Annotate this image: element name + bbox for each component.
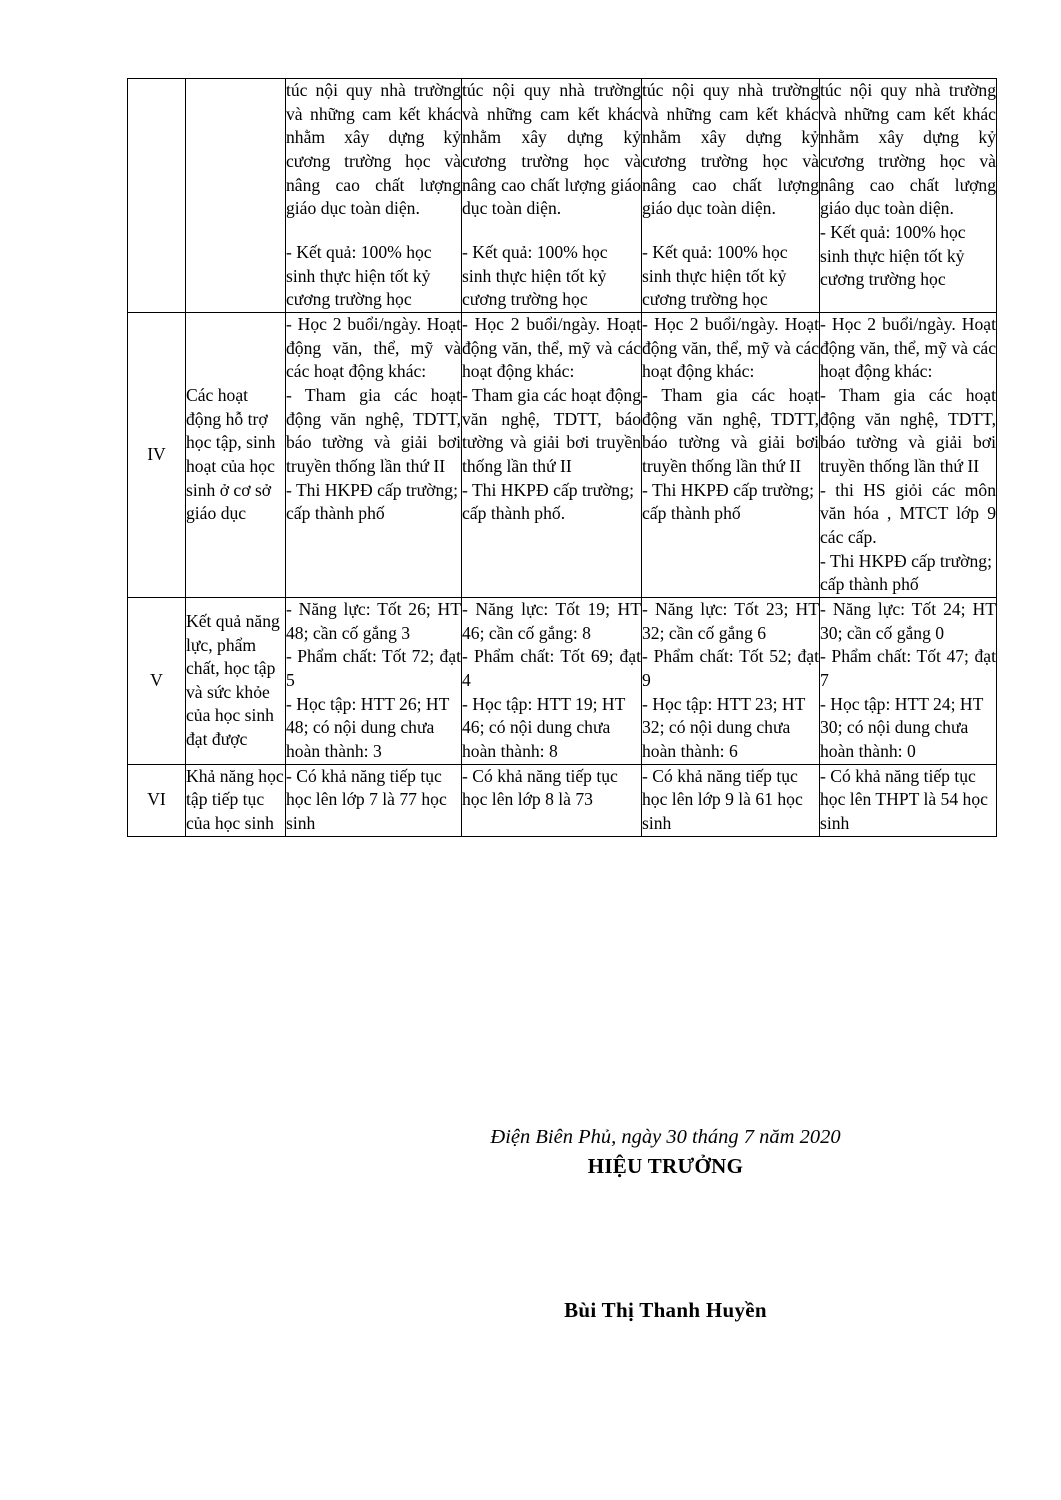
table-body — [128, 79, 997, 837]
cell-grade8 — [642, 313, 820, 598]
cell-paragraph: - Kết quả: 100% học sinh thực hiện tốt kỷ cương trường học — [642, 242, 788, 310]
cell-paragraph: - Học tập: HTT 26; HT 48; có nội dung chưa hoàn thành: 3 — [286, 693, 450, 761]
cell-paragraph: - Có khả năng tiếp tục học lên THPT là 54 học sinh — [820, 765, 988, 833]
signer-name-line — [0, 1298, 1061, 1323]
cell-paragraph: - Học tập: HTT 19; HT 46; có nội dung chưa hoàn thành: 8 — [462, 693, 626, 761]
cell-paragraph: - Tham gia các hoạt động văn nghệ, TDTT, báo tường và giải bơi truyền thống lần thứ II — [642, 385, 819, 477]
table-row — [128, 313, 997, 598]
cell-paragraph: - thi HS giỏi các môn văn hóa , MTCT lớp 9 các cấp. — [820, 479, 996, 548]
cell-grade9 — [820, 598, 997, 765]
cell-grade9 — [820, 79, 997, 313]
cell-paragraph: - Kết quả: 100% học sinh thực hiện tốt kỷ cương trường học — [462, 242, 608, 310]
signatory-role: HIỆU TRƯỞNG — [587, 1153, 744, 1178]
place-and-date: Điện Biên Phủ, ngày 30 tháng 7 năm 2020 — [490, 1126, 841, 1148]
row-criterion-label: Kết quả năng lực, phẩm chất, học tập và sức khỏe của học sinh đạt được — [186, 598, 286, 765]
signer-name: Bùi Thị Thanh Huyền — [564, 1298, 767, 1322]
cell-paragraph: - Năng lực: Tốt 24; HT 30; cần cố gắng 0 — [820, 599, 996, 643]
cell-paragraph: - Tham gia các hoạt động văn nghệ, TDTT, báo tường và giải bơi truyền thống lần thứ II — [462, 385, 641, 477]
row-roman-numeral — [128, 79, 186, 313]
cell-paragraph: - Thi HKPĐ cấp trường; cấp thành phố — [820, 550, 992, 595]
cell-grade7 — [462, 598, 642, 765]
cell-paragraph: - Năng lực: Tốt 19; HT 46; cần cố gắng: 8 — [462, 599, 641, 643]
cell-paragraph: - Phẩm chất: Tốt 47; đạt 7 — [820, 646, 996, 690]
cell-paragraph: - Kết quả: 100% học sinh thực hiện tốt kỷ cương trường học — [286, 242, 432, 310]
cell-paragraph: - Tham gia các hoạt động văn nghệ, TDTT, báo tường và giải bơi truyền thống lần thứ II — [286, 385, 461, 477]
cell-grade9 — [820, 313, 997, 598]
cell-paragraph: - Phẩm chất: Tốt 52; đạt 9 — [642, 646, 819, 690]
row-criterion-label — [186, 79, 286, 313]
cell-paragraph: túc nội quy nhà trường và những cam kết khác nhằm xây dựng kỷ cương trường học và nâng cao chất lượng giáo dục toàn diện. — [642, 80, 819, 219]
signature-inner — [490, 1125, 840, 1179]
cell-paragraph: túc nội quy nhà trường và những cam kết khác nhằm xây dựng kỷ cương trường học và nâng cao chất lượng giáo dục toàn diện. — [286, 80, 461, 219]
cell-grade7 — [462, 313, 642, 598]
cell-paragraph: - Học 2 buổi/ngày. Hoạt động văn, thể, mỹ và các hoạt động khác: — [642, 314, 819, 382]
cell-grade8 — [642, 79, 820, 313]
cell-paragraph: - Thi HKPĐ cấp trường; cấp thành phố. — [462, 479, 634, 524]
signature-block — [0, 1125, 1061, 1179]
cell-grade8 — [642, 598, 820, 765]
cell-paragraph: - Kết quả: 100% học sinh thực hiện tốt kỷ cương trường học — [820, 221, 966, 290]
cell-paragraph: - Năng lực: Tốt 26; HT 48; cần cố gắng 3 — [286, 599, 461, 643]
cell-grade6 — [286, 313, 462, 598]
cell-paragraph: - Có khả năng tiếp tục học lên lớp 8 là 73 — [462, 765, 618, 810]
cell-grade9 — [820, 764, 997, 836]
cell-paragraph: - Tham gia các hoạt động văn nghệ, TDTT, báo tường và giải bơi truyền thống lần thứ II — [820, 385, 996, 477]
cell-grade6 — [286, 598, 462, 765]
cell-paragraph: - Phẩm chất: Tốt 69; đạt 4 — [462, 646, 641, 690]
cell-paragraph: - Thi HKPĐ cấp trường; cấp thành phố — [286, 479, 458, 524]
table-row — [128, 598, 997, 765]
cell-paragraph: - Năng lực: Tốt 23; HT 32; cần cố gắng 6 — [642, 599, 819, 643]
cell-paragraph: - Học 2 buổi/ngày. Hoạt động văn, thể, mỹ và các hoạt động khác: — [820, 314, 996, 382]
cell-paragraph: - Thi HKPĐ cấp trường; cấp thành phố — [642, 479, 814, 524]
cell-grade8 — [642, 764, 820, 836]
row-criterion-label: Khả năng học tập tiếp tục của học sinh — [186, 764, 286, 836]
cell-paragraph: túc nội quy nhà trường và những cam kết khác nhằm xây dựng kỷ cương trường học và nâng cao chất lượng giáo dục toàn diện. — [820, 80, 996, 219]
row-roman-numeral: VI — [128, 764, 186, 836]
row-roman-numeral: IV — [128, 313, 186, 598]
table-row — [128, 79, 997, 313]
cell-grade6 — [286, 764, 462, 836]
cell-paragraph: - Học 2 buổi/ngày. Hoạt động văn, thể, mỹ và các hoạt động khác: — [462, 314, 641, 382]
cell-paragraph: túc nội quy nhà trường và những cam kết khác nhằm xây dựng kỷ cương trường học và nâng cao chất lượng giáo dục toàn diện. — [462, 80, 641, 219]
row-roman-numeral: V — [128, 598, 186, 765]
cell-paragraph: - Có khả năng tiếp tục học lên lớp 7 là 77 học sinh — [286, 765, 447, 833]
cell-paragraph: - Học 2 buổi/ngày. Hoạt động văn, thể, mỹ và các hoạt động khác: — [286, 314, 461, 382]
cell-grade7 — [462, 79, 642, 313]
cell-grade6 — [286, 79, 462, 313]
row-criterion-label: Các hoạt động hỗ trợ học tập, sinh hoạt của học sinh ở cơ sở giáo dục — [186, 313, 286, 598]
cell-paragraph: - Học tập: HTT 24; HT 30; có nội dung chưa hoàn thành: 0 — [820, 693, 984, 761]
cell-grade7 — [462, 764, 642, 836]
cell-paragraph: - Phẩm chất: Tốt 72; đạt 5 — [286, 646, 461, 690]
table-row — [128, 764, 997, 836]
evaluation-table — [127, 78, 997, 837]
cell-paragraph: - Có khả năng tiếp tục học lên lớp 9 là 61 học sinh — [642, 765, 803, 833]
cell-paragraph: - Học tập: HTT 23; HT 32; có nội dung chưa hoàn thành: 6 — [642, 693, 806, 761]
